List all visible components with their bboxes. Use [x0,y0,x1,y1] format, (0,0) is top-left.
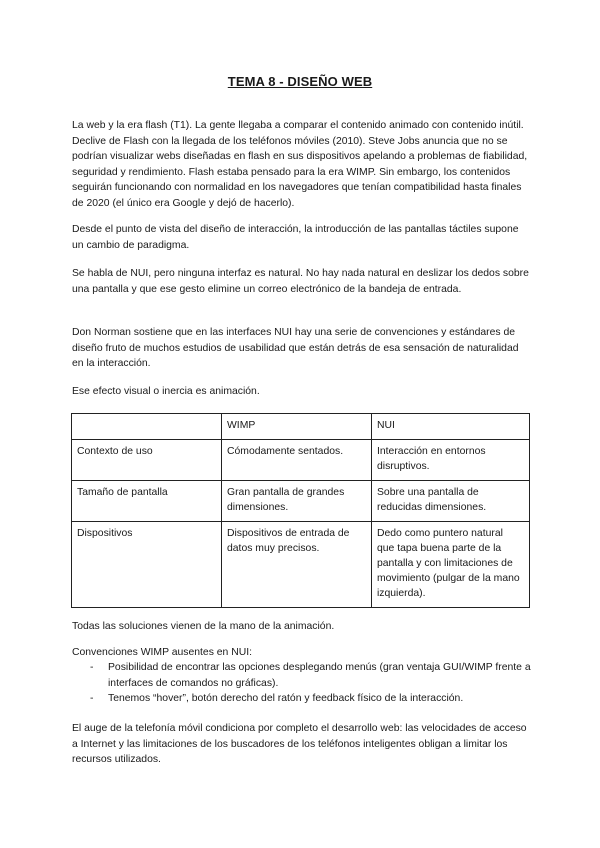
table-cell: Dispositivos [72,522,222,608]
table-cell: Interacción en entornos disruptivos. [372,440,530,481]
list-item [72,691,532,707]
table-cell: Contexto de uso [72,440,222,481]
table-cell: Dedo como puntero natural que tapa buena parte de la pantalla y con limitaciones de movimiento (pulgar de la mano izquierda). [372,522,530,608]
table-header-row [72,414,530,440]
table-cell: Tamaño de pantalla [72,481,222,522]
table-header-cell: NUI [372,414,530,440]
table-cell: Gran pantalla de grandes dimensiones. [222,481,372,522]
document-title: TEMA 8 - DISEÑO WEB [227,74,373,89]
table-row [72,440,530,481]
list-item [72,660,532,691]
table-cell: Cómodamente sentados. [222,440,372,481]
list-item-text: Posibilidad de encontrar las opciones desplegando menús (gran ventaja GUI/WIMP frente a interfaces de comandos no gráficas). [108,662,531,689]
list-dash: - [90,662,94,673]
paragraph-animation: Todas las soluciones vienen de la mano de la animación. [72,621,335,632]
table-cell: Dispositivos de entrada de datos muy precisos. [222,522,372,608]
paragraph-flash-era: La web y la era flash (T1). La gente llegaba a comparar el contenido animado con contenido inútil. Declive de Flash con la llegada de los teléfonos móviles (2010). Steve Jobs anuncia que no se podrían visualizar webs diseñadas en flash en sus dispositivos apelando a problemas de fiabilidad, seguridad y rendimiento. Flash estaba pensado para la era WIMP. Sin embargo, los contenidos seguirán funcionando con normalidad en los navegadores que tenían compatibilidad hasta finales de 2020 (el único era Google y dejó de hacerlo). [72,120,528,209]
paragraph-nui: Se habla de NUI, pero ninguna interfaz es natural. No hay nada natural en deslizar los dedos sobre una pantalla y que ese gesto elimine un correo electrónico de la bandeja de entrada. [72,268,529,295]
paragraph-don-norman: Don Norman sostiene que en las interfaces NUI hay una serie de convenciones y estándares de diseño fruto de muchos estudios de usabilidad que están detrás de esa sensación de naturalidad en la interacción. [72,327,519,370]
table-header-cell: WIMP [222,414,372,440]
paragraph-touch-paradigm: Desde el punto de vista del diseño de interacción, la introducción de las pantallas táctiles supone un cambio de paradigma. [72,224,519,251]
paragraph-mobile: El auge de la telefonía móvil condiciona por completo el desarrollo web: las velocidades de acceso a Internet y las limitaciones de los buscadores de los teléfonos inteligentes obligan a limitar los recursos utilizados. [72,723,527,766]
table-row [72,481,530,522]
list-item-text: Tenemos “hover”, botón derecho del ratón y feedback físico de la interacción. [108,693,464,705]
table-cell: Sobre una pantalla de reducidas dimensiones. [372,481,530,522]
paragraph-inertia: Ese efecto visual o inercia es animación. [72,386,260,397]
table-header-cell [72,414,222,440]
list-dash: - [90,693,94,705]
table-row [72,522,530,608]
paragraph-wimp-conventions: Convenciones WIMP ausentes en NUI: [72,647,252,658]
comparison-table [71,413,530,608]
conventions-list [72,660,532,707]
